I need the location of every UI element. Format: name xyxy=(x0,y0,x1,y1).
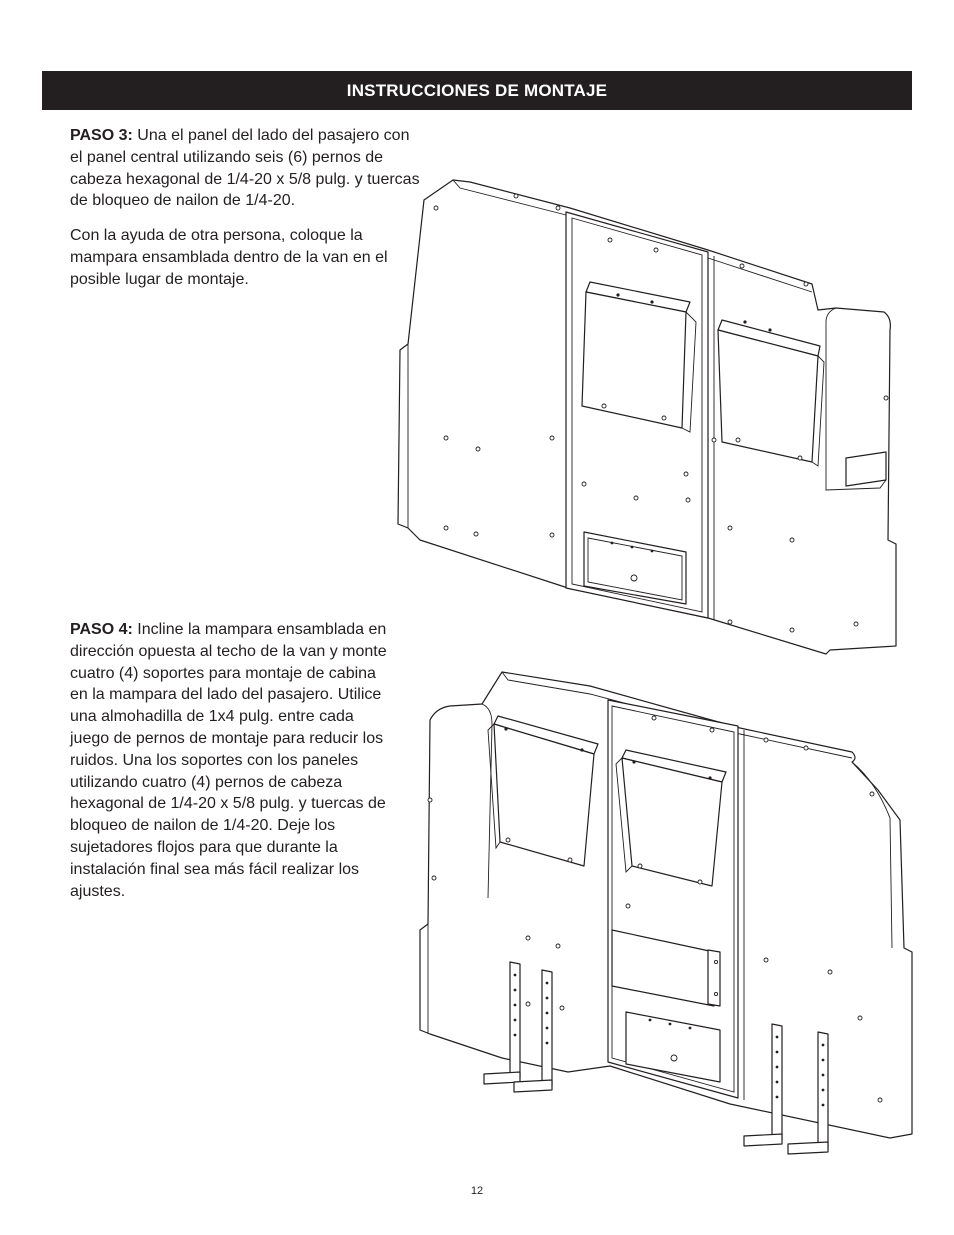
step-4-paragraph xyxy=(70,619,388,902)
page-number: 12 xyxy=(470,1185,484,1197)
step-4-text: Incline la mampara ensamblada en dirección opuesta al techo de la van y monte cuatro (4) soportes para montaje de cabina en la mampara del lado del pasajero. Utilice una almohadilla de 1x4 pulg. entre cada juego de pernos de montaje para reducir los ruidos. Una los soportes con los paneles utilizando cuatro (4) pernos de cabeza hexagonal de 1/4-20 x 5/8 pulg. y tuercas de bloqueo de nailon de 1/4-20. Deje los sujetadores flojos para que durante la instalación final sea más fácil realizar los ajustes. xyxy=(70,621,387,900)
step-3-paragraph xyxy=(70,125,420,212)
section-header-bar xyxy=(42,71,912,110)
step-4-label: PASO 4: xyxy=(70,621,133,638)
partition-assembled-illustration xyxy=(390,172,902,659)
step-3-instructions xyxy=(70,125,420,291)
step-3-label: PASO 3: xyxy=(70,127,133,144)
step-4-instructions xyxy=(70,619,388,902)
partition-with-brackets-illustration xyxy=(412,668,918,1156)
step-3-text: Una el panel del lado del pasajero con el panel central utilizando seis (6) pernos de cabeza hexagonal de 1/4-20 x 5/8 pulg. y tuercas de bloqueo de nailon de 1/4-20. xyxy=(70,127,420,210)
step-3-paragraph-2: Con la ayuda de otra persona, coloque la mampara ensamblada dentro de la van en el posible lugar de montaje. xyxy=(70,227,388,288)
section-title: INSTRUCCIONES DE MONTAJE xyxy=(346,80,608,100)
